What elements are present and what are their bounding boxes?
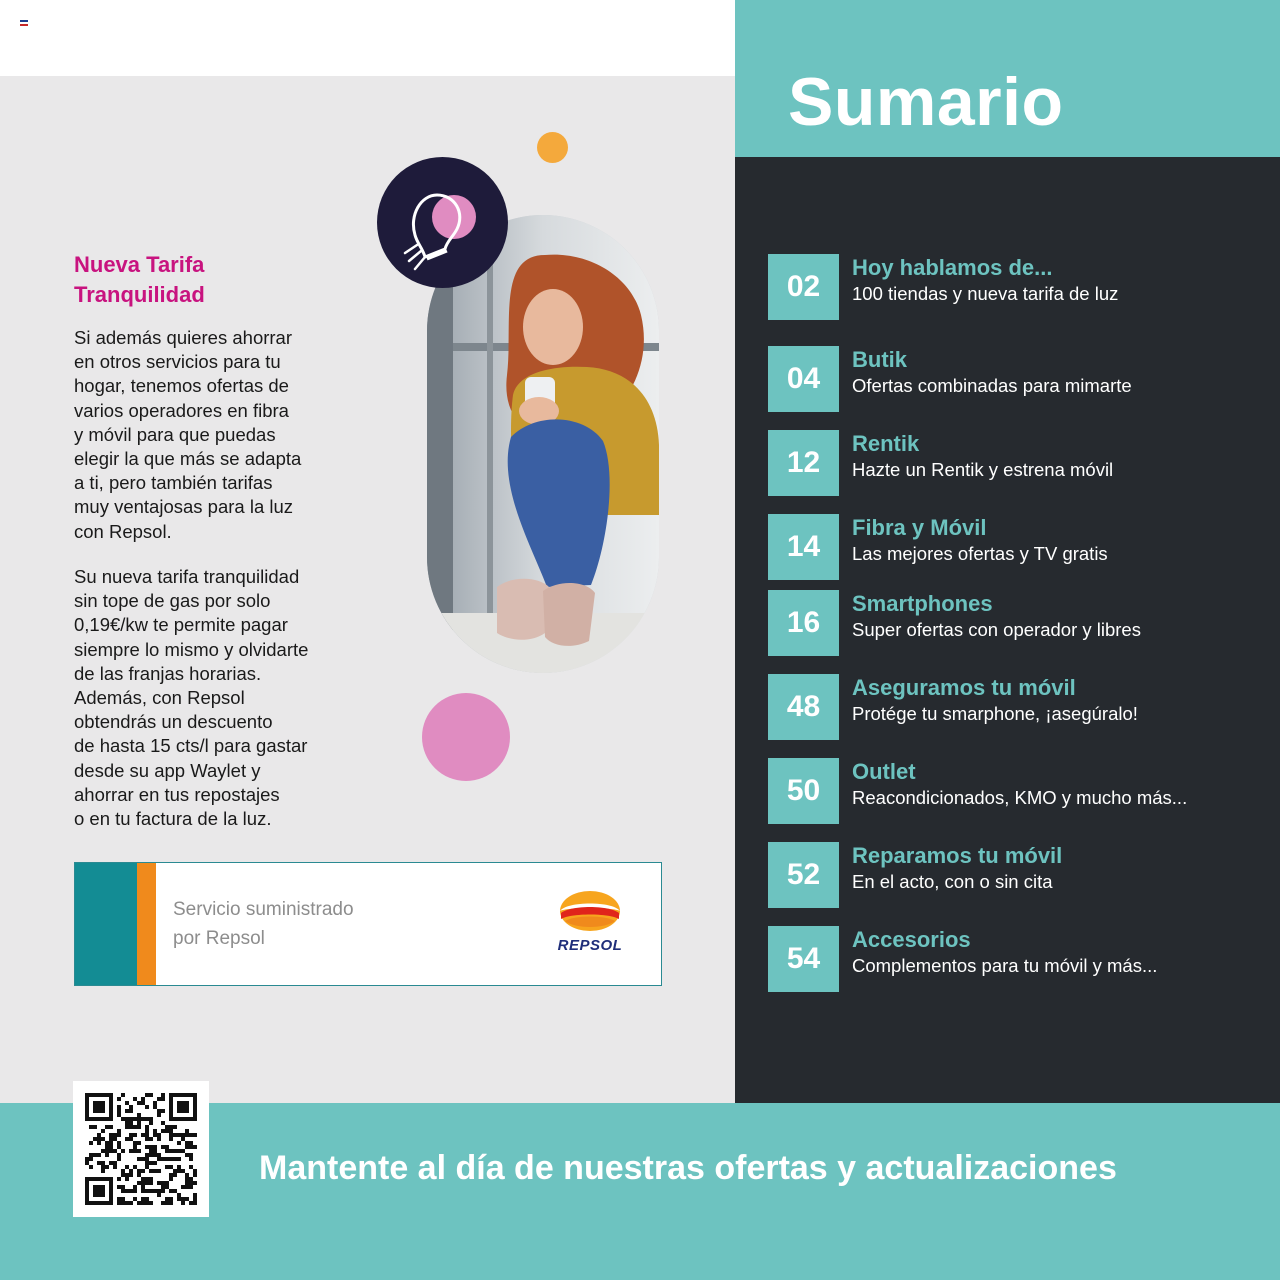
toc-title: Smartphones bbox=[852, 591, 993, 616]
toc-item-48[interactable] bbox=[768, 674, 1268, 742]
toc-title: Butik bbox=[852, 347, 907, 372]
toc-page-number: 14 bbox=[768, 514, 839, 580]
promo-heading-line2: Tranquilidad bbox=[74, 282, 205, 307]
top-strip bbox=[0, 0, 735, 76]
promo-heading bbox=[74, 250, 374, 310]
toc-subtitle: Protége tu smarphone, ¡asegúralo! bbox=[852, 703, 1138, 724]
toc-title: Aseguramos tu móvil bbox=[852, 675, 1076, 700]
toc-item-04[interactable] bbox=[768, 346, 1268, 414]
toc-subtitle: Super ofertas con operador y libres bbox=[852, 619, 1141, 640]
decorative-pink-dot bbox=[422, 693, 510, 781]
toc-page-number: 50 bbox=[768, 758, 839, 824]
toc-page-number: 54 bbox=[768, 926, 839, 992]
repsol-supplier-text: Servicio suministrado por Repsol bbox=[173, 899, 354, 949]
toc-item-14[interactable] bbox=[768, 514, 1268, 582]
toc-item-16[interactable] bbox=[768, 590, 1268, 658]
toc-subtitle: 100 tiendas y nueva tarifa de luz bbox=[852, 283, 1119, 304]
decorative-orange-dot bbox=[537, 132, 568, 163]
repsol-logo bbox=[547, 889, 633, 959]
flag-icon bbox=[20, 20, 28, 26]
toc-item-50[interactable] bbox=[768, 758, 1268, 826]
qr-code-graphic bbox=[85, 1093, 197, 1205]
toc-page-number: 52 bbox=[768, 842, 839, 908]
repsol-wordmark: REPSOL bbox=[557, 937, 623, 954]
promo-heading-line1: Nueva Tarifa bbox=[74, 252, 205, 277]
repsol-supplier-card bbox=[74, 862, 662, 986]
card-teal-bar bbox=[75, 863, 137, 985]
promo-paragraph-1: Si además quieres ahorrar en otros servicios para tu hogar, tenemos ofertas de varios operadores en fibra y móvil para que puedas elegir la que más se adapta a ti, pero también tarifas muy ventajosas para la luz con Repsol. bbox=[74, 327, 302, 542]
promo-paragraph-2: Su nueva tarifa tranquilidad sin tope de gas por solo 0,19€/kw te permite pagar siempre lo mismo y olvidarte de las franjas horarias. Además, con Repsol obtendrás un descuento de hasta 15 cts/l para gastar desde su app Waylet y ahorrar en tus repostajes o en tu factura de la luz. bbox=[74, 566, 309, 830]
toc-page-number: 12 bbox=[768, 430, 839, 496]
toc-subtitle: Complementos para tu móvil y más... bbox=[852, 955, 1158, 976]
table-of-contents bbox=[735, 157, 1280, 1103]
qr-code[interactable] bbox=[73, 1081, 209, 1217]
toc-subtitle: Las mejores ofertas y TV gratis bbox=[852, 543, 1108, 564]
toc-page-number: 48 bbox=[768, 674, 839, 740]
toc-title: Fibra y Móvil bbox=[852, 515, 987, 540]
toc-item-12[interactable] bbox=[768, 430, 1268, 498]
toc-subtitle: Ofertas combinadas para mimarte bbox=[852, 375, 1132, 396]
toc-title: Outlet bbox=[852, 759, 916, 784]
toc-page-number: 04 bbox=[768, 346, 839, 412]
toc-item-52[interactable] bbox=[768, 842, 1268, 910]
toc-title: Accesorios bbox=[852, 927, 971, 952]
toc-title: Hoy hablamos de... bbox=[852, 255, 1053, 280]
sumario-title: Sumario bbox=[788, 64, 1064, 140]
toc-item-54[interactable] bbox=[768, 926, 1268, 994]
sumario-header bbox=[735, 0, 1280, 157]
toc-title: Rentik bbox=[852, 431, 920, 456]
toc-subtitle: Reacondicionados, KMO y mucho más... bbox=[852, 787, 1188, 808]
toc-subtitle: Hazte un Rentik y estrena móvil bbox=[852, 459, 1114, 480]
footer-text: Mantente al día de nuestras ofertas y actualizaciones bbox=[259, 1149, 1117, 1187]
card-orange-bar bbox=[137, 863, 156, 985]
toc-item-02[interactable] bbox=[768, 254, 1268, 322]
toc-title: Reparamos tu móvil bbox=[852, 843, 1063, 868]
lightbulb-icon bbox=[377, 157, 508, 288]
toc-page-number: 16 bbox=[768, 590, 839, 656]
lightbulb-badge bbox=[377, 157, 508, 288]
toc-page-number: 02 bbox=[768, 254, 839, 320]
toc-subtitle: En el acto, con o sin cita bbox=[852, 871, 1053, 892]
